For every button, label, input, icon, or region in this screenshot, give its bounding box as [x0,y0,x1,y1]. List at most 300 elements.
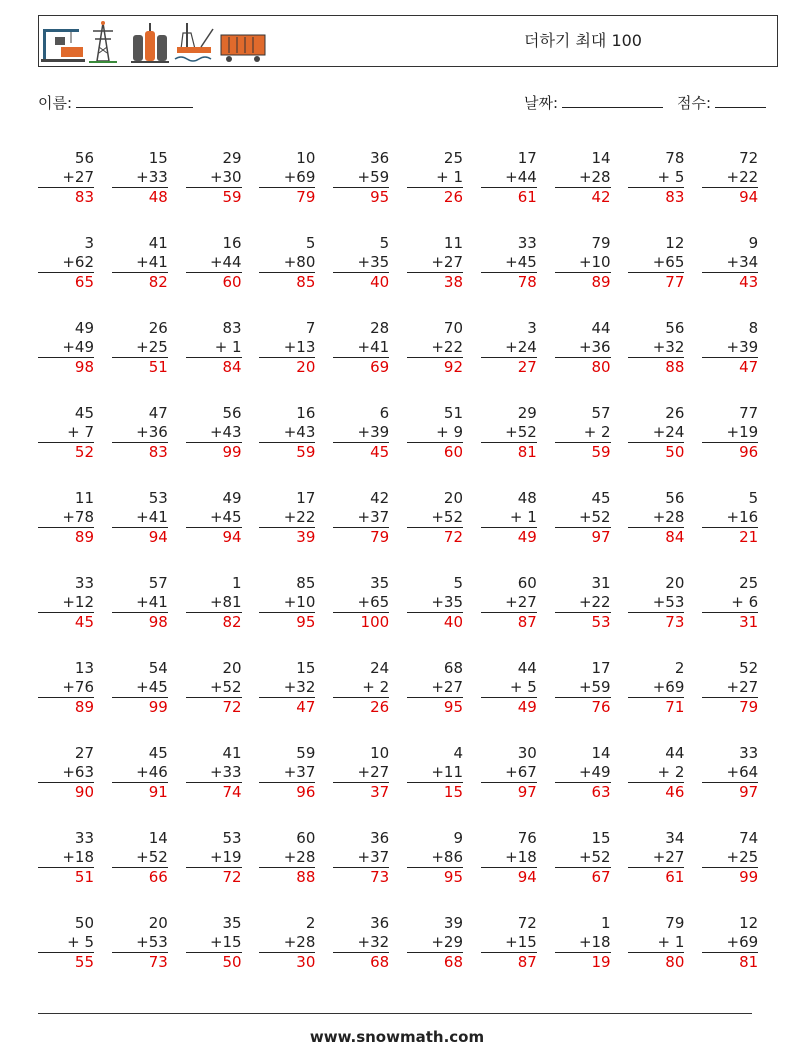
addend-top: 30 [517,744,537,762]
answer: 61 [665,868,685,886]
problem [702,914,758,972]
answer: 95 [443,698,463,716]
answer: 42 [591,188,611,206]
answer: 95 [296,613,316,631]
answer: 82 [148,273,168,291]
answer: 53 [591,613,611,631]
answer: 68 [443,953,463,971]
answer: 52 [74,443,94,461]
problem [481,744,537,802]
answer: 81 [739,953,759,971]
answer: 87 [517,613,537,631]
addend-top: 35 [222,914,242,932]
addend-bottom: +29 [407,933,463,953]
addend-bottom: +32 [259,678,315,698]
addend-top: 27 [74,744,94,762]
problem [407,659,463,717]
addend-bottom: + 5 [481,678,537,698]
addend-top: 17 [296,489,316,507]
addend-top: 53 [148,489,168,507]
addend-bottom: + 2 [555,423,611,443]
answer: 96 [296,783,316,801]
addend-top: 60 [296,829,316,847]
addend-bottom: +28 [259,933,315,953]
answer: 49 [517,698,537,716]
problem [333,404,389,462]
addend-bottom: +64 [702,763,758,783]
addend-top: 9 [748,234,759,252]
answer: 94 [148,528,168,546]
answer: 15 [443,783,463,801]
name-blank[interactable] [76,91,193,108]
answer: 79 [296,188,316,206]
addend-top: 25 [443,149,463,167]
addend-top: 15 [591,829,611,847]
addend-top: 70 [443,319,463,337]
problem [186,829,242,887]
addend-top: 72 [739,149,759,167]
addend-top: 17 [591,659,611,677]
addend-top: 51 [443,404,463,422]
problem [407,489,463,547]
score-blank[interactable] [715,91,766,108]
answer: 91 [148,783,168,801]
addend-top: 29 [517,404,537,422]
addend-bottom: +52 [555,848,611,868]
problem [407,234,463,292]
addend-bottom: +76 [38,678,94,698]
addend-bottom: +15 [186,933,242,953]
answer: 59 [591,443,611,461]
addend-bottom: +39 [702,338,758,358]
problem [628,404,684,462]
answer: 45 [370,443,390,461]
problem [112,744,168,802]
addend-top: 45 [74,404,94,422]
problem [628,659,684,717]
answer: 50 [665,443,685,461]
addend-top: 33 [74,574,94,592]
addend-bottom: + 1 [481,508,537,528]
addend-top: 2 [305,914,316,932]
addend-top: 20 [665,574,685,592]
answer: 94 [517,868,537,886]
answer: 72 [443,528,463,546]
answer: 73 [665,613,685,631]
addend-bottom: + 5 [38,933,94,953]
addend-top: 56 [74,149,94,167]
addend-bottom: +78 [38,508,94,528]
addend-top: 1 [232,574,242,592]
addend-bottom: +27 [628,848,684,868]
addend-top: 15 [148,149,168,167]
problem [259,659,315,717]
answer: 78 [517,273,537,291]
name-label: 이름: [38,94,73,112]
addend-top: 34 [665,829,685,847]
answer: 47 [296,698,316,716]
addend-bottom: +52 [555,508,611,528]
addend-top: 49 [222,489,242,507]
addend-bottom: +41 [112,253,168,273]
problem [628,149,684,207]
addend-bottom: +49 [38,338,94,358]
addend-top: 57 [148,574,168,592]
answer: 39 [296,528,316,546]
addend-top: 33 [74,829,94,847]
answer: 88 [665,358,685,376]
answer: 89 [74,528,94,546]
addend-bottom: +69 [628,678,684,698]
answer: 83 [148,443,168,461]
problem [259,574,315,632]
addend-bottom: +33 [112,168,168,188]
addend-bottom: +43 [186,423,242,443]
problem [112,404,168,462]
offshore-rig-icon [175,23,213,61]
answer: 89 [591,273,611,291]
addend-top: 9 [453,829,463,847]
addend-bottom: +37 [259,763,315,783]
problem [333,659,389,717]
problem [112,829,168,887]
problem [555,574,611,632]
answer: 99 [739,868,759,886]
crane-icon [41,29,85,62]
problem [112,319,168,377]
addend-bottom: +27 [407,253,463,273]
problem [259,744,315,802]
answer: 77 [665,273,685,291]
addend-bottom: +35 [333,253,389,273]
addend-bottom: +41 [112,593,168,613]
answer: 26 [443,188,463,206]
addend-bottom: +27 [481,593,537,613]
addend-bottom: +28 [555,168,611,188]
problem [112,659,168,717]
answer: 51 [74,868,94,886]
addend-bottom: +45 [112,678,168,698]
worksheet-title: 더하기 최대 100 [524,31,642,50]
score-label: 점수: [677,94,712,112]
addend-bottom: +34 [702,253,758,273]
addend-bottom: +28 [259,848,315,868]
addend-bottom: +15 [481,933,537,953]
problem [702,489,758,547]
addend-bottom: + 6 [702,593,758,613]
addend-top: 10 [370,744,390,762]
addend-bottom: +41 [112,508,168,528]
addend-bottom: + 1 [628,933,684,953]
addend-bottom: +18 [481,848,537,868]
answer: 79 [370,528,390,546]
problem [186,489,242,547]
answer: 60 [222,273,242,291]
answer: 72 [222,698,242,716]
addend-bottom: +65 [333,593,389,613]
answer: 73 [370,868,390,886]
problem [112,574,168,632]
footer-site: www.snowmath.com [309,1028,485,1046]
addend-top: 31 [591,574,611,592]
problem [38,574,94,632]
problem [481,659,537,717]
problem [407,914,463,972]
footer-divider [38,1013,752,1014]
problem [259,829,315,887]
answer: 73 [148,953,168,971]
addend-top: 83 [222,319,242,337]
problem [702,234,758,292]
addend-bottom: +22 [555,593,611,613]
problem [555,659,611,717]
addend-bottom: +27 [333,763,389,783]
answer: 21 [739,528,759,546]
problem [481,829,537,887]
addend-top: 60 [517,574,537,592]
answer: 65 [74,273,94,291]
addend-top: 26 [148,319,168,337]
answer: 97 [591,528,611,546]
problem [38,404,94,462]
addend-bottom: +11 [407,763,463,783]
addend-top: 14 [148,829,168,847]
addend-top: 24 [370,659,390,677]
addend-top: 20 [222,659,242,677]
problem [407,744,463,802]
date-blank[interactable] [562,91,663,108]
answer: 89 [74,698,94,716]
name-field [38,91,193,113]
addend-top: 79 [665,914,685,932]
answer: 74 [222,783,242,801]
addend-bottom: +36 [555,338,611,358]
date-field [524,91,663,113]
addend-top: 1 [601,914,611,932]
addend-bottom: +52 [481,423,537,443]
problem [186,744,242,802]
problem [259,404,315,462]
addend-top: 33 [739,744,759,762]
problem [38,659,94,717]
answer: 68 [370,953,390,971]
answer: 47 [739,358,759,376]
addend-bottom: + 5 [628,168,684,188]
answer: 99 [222,443,242,461]
problem [481,319,537,377]
addend-top: 47 [148,404,168,422]
answer: 19 [591,953,611,971]
answer: 51 [148,358,168,376]
freight-car-icon [221,35,265,62]
answer: 81 [517,443,537,461]
problem [628,489,684,547]
problem [628,829,684,887]
answer: 59 [222,188,242,206]
answer: 96 [739,443,759,461]
addend-top: 5 [748,489,759,507]
answer: 49 [517,528,537,546]
addend-bottom: +22 [407,338,463,358]
addend-top: 72 [517,914,537,932]
addend-top: 5 [305,234,316,252]
addend-bottom: +13 [259,338,315,358]
answer: 83 [665,188,685,206]
addend-bottom: +43 [259,423,315,443]
answer: 63 [591,783,611,801]
addend-top: 52 [739,659,759,677]
problem [259,914,315,972]
addend-top: 44 [665,744,685,762]
addend-bottom: +53 [628,593,684,613]
addend-bottom: +49 [555,763,611,783]
problem [555,234,611,292]
power-tower-icon [89,21,117,63]
addend-top: 57 [591,404,611,422]
addend-bottom: +63 [38,763,94,783]
problem [481,574,537,632]
addend-top: 2 [674,659,685,677]
addend-bottom: +36 [112,423,168,443]
addend-top: 28 [370,319,390,337]
addend-bottom: +44 [481,168,537,188]
problem [628,914,684,972]
answer: 79 [739,698,759,716]
problem [481,234,537,292]
addend-top: 78 [665,149,685,167]
addend-bottom: +46 [112,763,168,783]
answer: 72 [222,868,242,886]
addend-bottom: + 1 [407,168,463,188]
answer: 84 [222,358,242,376]
addend-bottom: + 1 [186,338,242,358]
addend-top: 45 [148,744,168,762]
problem [259,489,315,547]
addend-top: 16 [222,234,242,252]
addend-top: 36 [370,914,390,932]
addend-bottom: + 9 [407,423,463,443]
problem [38,489,94,547]
addend-bottom: +69 [702,933,758,953]
addend-bottom: +10 [259,593,315,613]
problem [38,914,94,972]
addend-top: 54 [148,659,168,677]
problem [112,234,168,292]
addend-top: 15 [296,659,316,677]
addend-top: 20 [443,489,463,507]
problem [628,574,684,632]
problem [112,489,168,547]
addend-top: 79 [591,234,611,252]
addend-top: 48 [517,489,537,507]
answer: 76 [591,698,611,716]
answer: 40 [443,613,463,631]
answer: 69 [370,358,390,376]
answer: 83 [74,188,94,206]
addend-bottom: +33 [186,763,242,783]
addend-bottom: +86 [407,848,463,868]
answer: 98 [74,358,94,376]
addend-top: 20 [148,914,168,932]
addend-top: 16 [296,404,316,422]
addend-top: 17 [517,149,537,167]
addend-bottom: +44 [186,253,242,273]
addend-top: 25 [739,574,759,592]
problem [555,149,611,207]
answer: 84 [665,528,685,546]
answer: 55 [74,953,94,971]
problem [555,829,611,887]
problem [38,744,94,802]
score-field [677,91,766,113]
addend-bottom: +22 [259,508,315,528]
addend-bottom: +67 [481,763,537,783]
answer: 97 [739,783,759,801]
answer: 100 [360,613,390,631]
addend-bottom: +39 [333,423,389,443]
addend-bottom: + 2 [333,678,389,698]
addend-bottom: +37 [333,508,389,528]
answer: 94 [739,188,759,206]
answer: 31 [739,613,759,631]
addend-bottom: +28 [628,508,684,528]
addend-top: 5 [379,234,390,252]
problem [333,744,389,802]
problem [333,914,389,972]
problem [555,319,611,377]
problem [333,149,389,207]
addend-top: 41 [148,234,168,252]
problem [407,574,463,632]
addend-bottom: +53 [112,933,168,953]
problem [333,829,389,887]
addend-top: 41 [222,744,242,762]
addend-top: 56 [222,404,242,422]
addend-bottom: +65 [628,253,684,273]
problem [702,319,758,377]
addend-bottom: +19 [186,848,242,868]
problem [186,914,242,972]
problem [702,659,758,717]
problem [407,829,463,887]
problem [333,319,389,377]
answer: 88 [296,868,316,886]
addend-bottom: +27 [702,678,758,698]
problem [481,914,537,972]
answer: 37 [370,783,390,801]
problem [259,319,315,377]
addend-top: 85 [296,574,316,592]
problem [555,744,611,802]
addend-top: 4 [453,744,463,762]
problem [555,914,611,972]
answer: 30 [296,953,316,971]
problem [333,489,389,547]
addend-top: 53 [222,829,242,847]
answer: 40 [370,273,390,291]
problem [407,319,463,377]
gas-tanks-icon [131,23,169,63]
answer: 98 [148,613,168,631]
addend-top: 3 [527,319,537,337]
answer: 66 [148,868,168,886]
addend-top: 36 [370,829,390,847]
problem [555,404,611,462]
addend-top: 42 [370,489,390,507]
problem [333,574,389,632]
addend-top: 36 [370,149,390,167]
addend-bottom: +37 [333,848,389,868]
